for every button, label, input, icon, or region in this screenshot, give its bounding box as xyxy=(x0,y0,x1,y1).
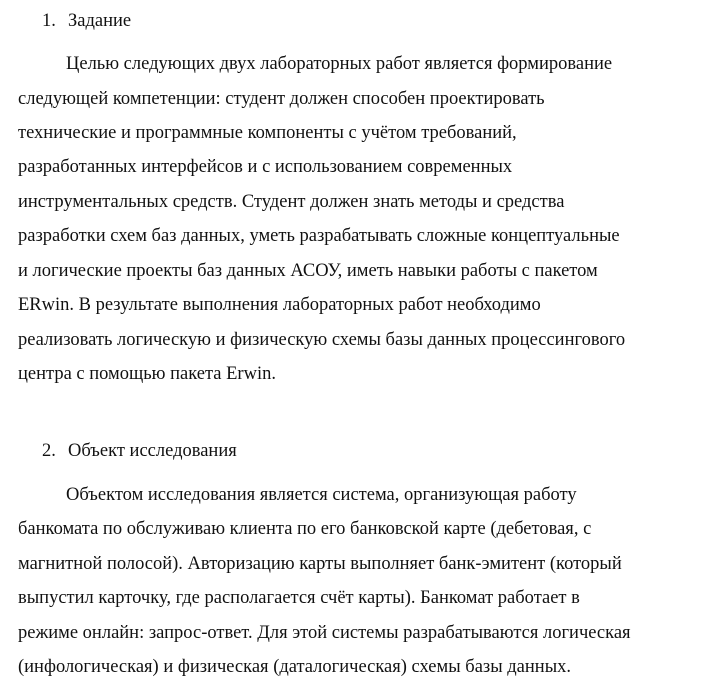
section-1-heading xyxy=(42,10,131,32)
paragraph-line: инструментальных средств. Студент должен знать методы и средства xyxy=(18,192,565,212)
section-1-number: 1. xyxy=(42,11,56,31)
paragraph-line: разработанных интерфейсов и с использованием современных xyxy=(18,157,513,177)
paragraph-line: (инфологическая) и физическая (даталогическая) схемы базы данных. xyxy=(18,657,571,677)
paragraph-line: режиме онлайн: запрос-ответ. Для этой системы разрабатываются логическая xyxy=(18,623,631,643)
paragraph-line: следующей компетенции: студент должен способен проектировать xyxy=(18,89,545,109)
paragraph-line: разработки схем баз данных, уметь разрабатывать сложные концептуальные xyxy=(18,226,620,246)
paragraph-line: центра с помощью пакета Erwin. xyxy=(18,364,276,384)
section-2-heading xyxy=(42,440,237,462)
paragraph-line: Целью следующих двух лабораторных работ является формирование xyxy=(66,54,613,74)
paragraph-line: технические и программные компоненты с учётом требований, xyxy=(18,123,517,143)
section-1-title: Задание xyxy=(68,11,132,31)
paragraph-line: банкомата по обслуживаю клиента по его банковской карте (дебетовая, с xyxy=(18,519,592,539)
section-2-title: Объект исследования xyxy=(68,441,237,461)
paragraph-line: магнитной полосой). Авторизацию карты выполняет банк-эмитент (который xyxy=(18,554,622,574)
paragraph-line: и логические проекты баз данных АСОУ, иметь навыки работы с пакетом xyxy=(18,261,598,281)
paragraph-line: выпустил карточку, где располагается счёт карты). Банкомат работает в xyxy=(18,588,580,608)
paragraph-line: Объектом исследования является система, организующая работу xyxy=(66,485,577,505)
paragraph-line: реализовать логическую и физическую схемы базы данных процессингового xyxy=(18,330,626,350)
section-2-number: 2. xyxy=(42,441,56,461)
paragraph-line: ERwin. В результате выполнения лабораторных работ необходимо xyxy=(18,295,541,315)
